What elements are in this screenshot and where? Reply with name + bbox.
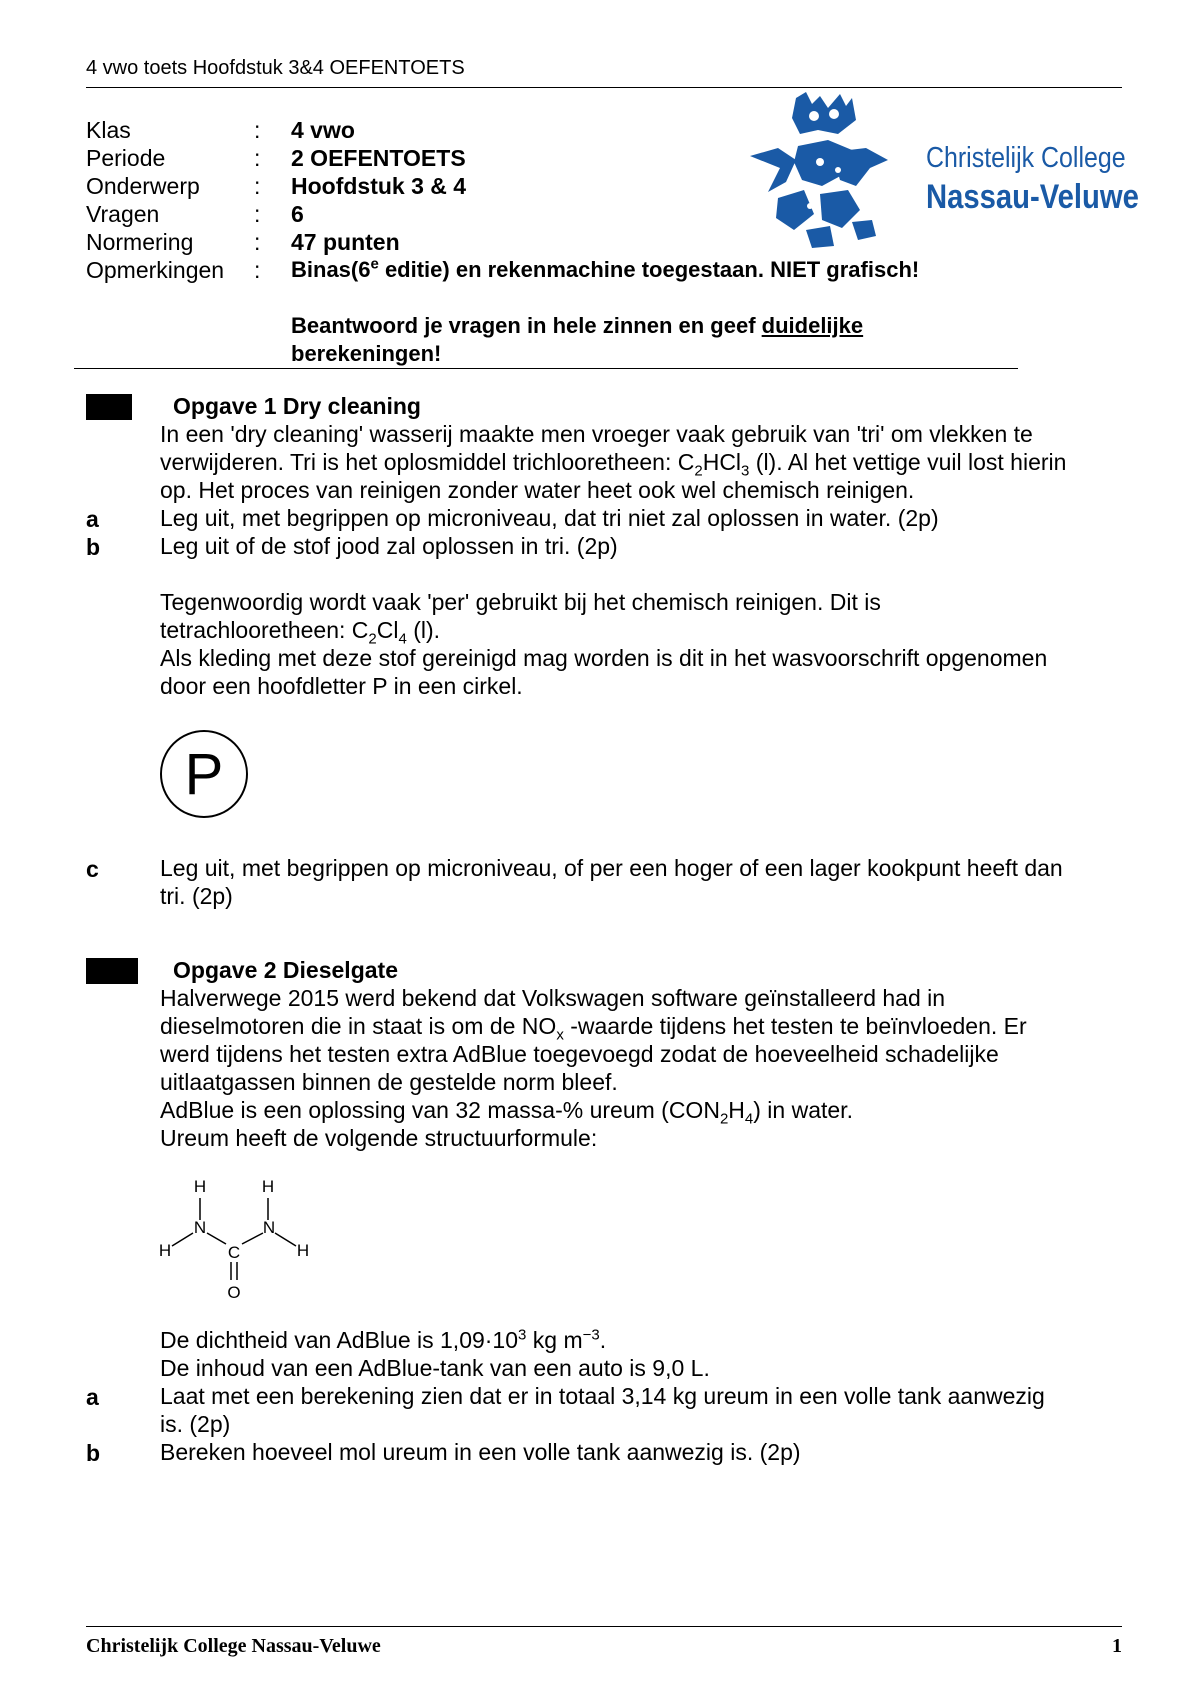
- meta-label-normering: Normering: [86, 229, 194, 255]
- opgave2-marker: [86, 958, 138, 984]
- opgave2-question-a: Laat met een berekening zien dat er in totaal 3,14 kg ureum in een volle tank aanwezig is. (2p): [160, 1383, 1045, 1437]
- atom-h: H: [296, 1241, 310, 1260]
- opgave1-question-a: Leg uit, met begrippen op microniveau, dat tri niet zal oplossen in water. (2p): [160, 505, 939, 531]
- meta-value-normering: 47 punten: [291, 229, 400, 255]
- p-in-circle-symbol: P: [160, 730, 248, 818]
- atom-n: N: [193, 1218, 207, 1237]
- meta-value-periode: 2 OEFENTOETS: [291, 145, 466, 171]
- meta-colon: :: [254, 229, 261, 255]
- opgave1-question-c-label: c: [86, 856, 99, 882]
- footer-school-name: Christelijk College Nassau-Veluwe: [86, 1635, 381, 1657]
- footer-page-number: 1: [1112, 1635, 1122, 1657]
- meta-value-onderwerp: Hoofdstuk 3 & 4: [291, 173, 467, 199]
- bond-n1-c: [207, 1233, 226, 1244]
- meta-label-klas: Klas: [86, 117, 131, 143]
- meta-label-onderwerp: Onderwerp: [86, 173, 200, 199]
- opgave2-title: Opgave 2 Dieselgate: [173, 957, 398, 983]
- school-logo: [748, 90, 1139, 250]
- meta-colon: :: [254, 145, 261, 171]
- atom-h: H: [193, 1177, 207, 1196]
- opgave1-paragraph-2: Tegenwoordig wordt vaak 'per' gebruikt bij het chemisch reinigen. Dit is tetrachlooretheen: $C_2Cl_4$ (l). Als kleding met deze stof gereinigd mag worden is dit in het wasvoorschrift opgenomen door een hoofdletter P in een cirkel.: [160, 589, 1048, 699]
- meta-value-opmerkingen: Binas(6e editie) en rekenmachine toegestaan. NIET grafisch!: [291, 255, 920, 282]
- opgave1-question-b-label: b: [86, 534, 101, 560]
- atom-o: O: [227, 1283, 241, 1302]
- atom-n: N: [262, 1218, 276, 1237]
- atom-h: H: [158, 1241, 172, 1260]
- urea-structure-diagram: [150, 1176, 330, 1306]
- meta-label-opmerkingen: Opmerkingen: [86, 257, 225, 283]
- meta-value-klas: 4 vwo: [291, 117, 355, 143]
- instruction-note: Beantwoord je vragen in hele zinnen en geef duidelijke berekeningen!: [291, 313, 864, 366]
- header-rule: [86, 87, 1122, 88]
- meta-colon: :: [254, 117, 261, 143]
- opgave2-intro: Halverwege 2015 werd bekend dat Volkswagen software geïnstalleerd had in dieselmotoren die in staat is om de $NO_x$ -waarde tijdens het testen te beïnvloeden. Er werd tijdens het testen extra AdBlue toegevoegd zodat de hoeveelheid schadelijke uitlaatgassen binnen de gestelde norm bleef. AdBlue is een oplossing van 32 massa-% ureum $(CON_2H_4)$ in water. Ureum heeft de volgende structuurformule:: [160, 985, 1027, 1151]
- bond-h-n1-left: [172, 1233, 193, 1246]
- opgave2-data: De dichtheid van AdBlue is $1,09\cdot 10^3$ kg $m^{-3}$. De inhoud van een AdBlue-tank van een auto is 9,0 L.: [160, 1326, 710, 1381]
- opgave1-question-a-label: a: [86, 506, 99, 532]
- bond-n2-h-right: [275, 1233, 296, 1246]
- meta-value-vragen: 6: [291, 201, 304, 227]
- opgave2-question-b: Bereken hoeveel mol ureum in een volle tank aanwezig is. (2p): [160, 1439, 801, 1465]
- meta-rule: [74, 368, 1018, 369]
- meta-colon: :: [254, 257, 261, 283]
- logo-line1: Christelijk College: [926, 142, 1126, 174]
- opgave2-question-a-label: a: [86, 1384, 99, 1410]
- opgave1-title: Opgave 1 Dry cleaning: [173, 393, 421, 419]
- atom-h: H: [261, 1177, 275, 1196]
- page-header-title: 4 vwo toets Hoofdstuk 3&4 OEFENTOETS: [86, 57, 465, 79]
- atom-c: C: [227, 1243, 241, 1262]
- meta-label-vragen: Vragen: [86, 201, 160, 227]
- meta-label-periode: Periode: [86, 145, 166, 171]
- meta-colon: :: [254, 173, 261, 199]
- opgave1-question-c: Leg uit, met begrippen op microniveau, of per een hoger of een lager kookpunt heeft dan tri. (2p): [160, 855, 1063, 909]
- opgave2-question-b-label: b: [86, 1440, 101, 1466]
- opgave1-marker: [86, 394, 132, 420]
- footer-rule: [86, 1626, 1122, 1627]
- logo-line2: Nassau-Veluwe: [926, 178, 1139, 216]
- opgave1-intro: In een 'dry cleaning' wasserij maakte men vroeger vaak gebruik van 'tri' om vlekken te verwijderen. Tri is het oplosmiddel trichlooretheen: $C_2HCl_3$ (l). Al het vettige vuil lost hierin op. Het proces van reinigen zonder water heet ook wel chemisch reinigen.: [160, 421, 1067, 503]
- opgave1-question-b: Leg uit of de stof jood zal oplossen in tri. (2p): [160, 533, 618, 559]
- bond-c-n2: [242, 1233, 263, 1244]
- meta-colon: :: [254, 201, 261, 227]
- school-logo-icon: [748, 90, 898, 250]
